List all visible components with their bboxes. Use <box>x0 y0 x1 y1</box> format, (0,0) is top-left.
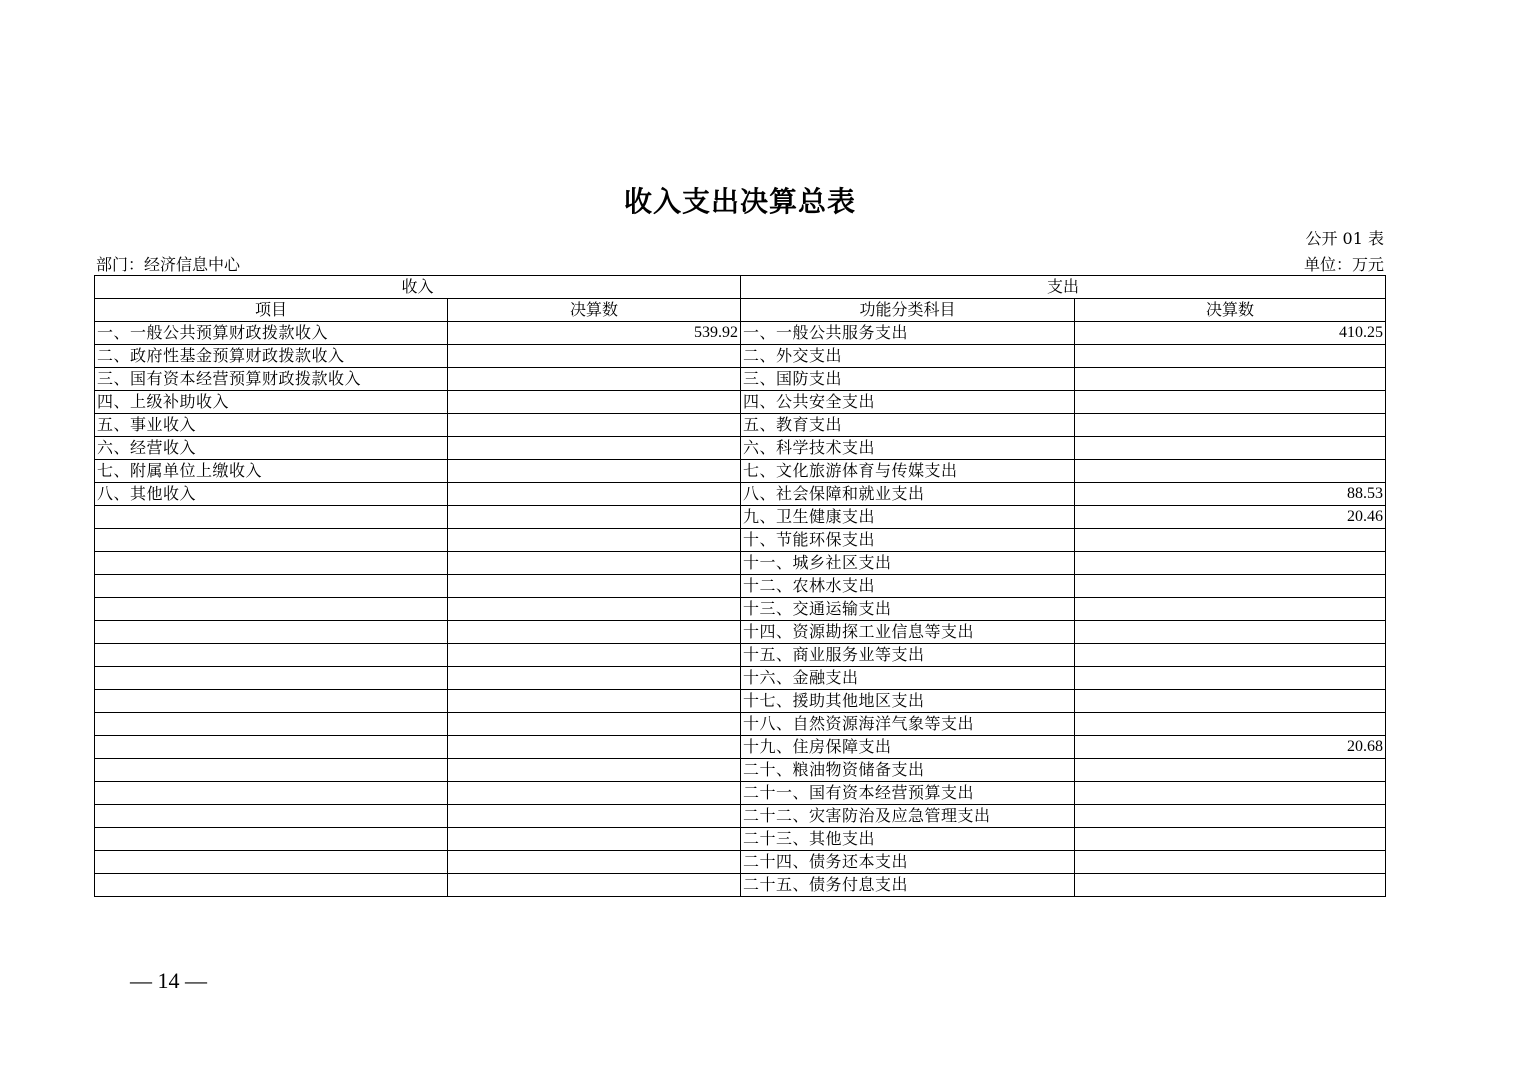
income-item-cell <box>95 782 448 805</box>
table-row <box>95 805 1386 828</box>
expense-item-cell: 十、节能环保支出 <box>741 529 1075 552</box>
expense-item-header: 功能分类科目 <box>741 299 1075 322</box>
income-item-cell: 八、其他收入 <box>95 483 448 506</box>
table-row <box>95 713 1386 736</box>
table-body <box>95 322 1386 897</box>
table-row <box>95 782 1386 805</box>
expense-item-cell: 十九、住房保障支出 <box>741 736 1075 759</box>
income-amount-cell <box>448 667 741 690</box>
expense-item-cell: 二十四、债务还本支出 <box>741 851 1075 874</box>
income-amount-cell <box>448 437 741 460</box>
department-label: 部门：经济信息中心 <box>96 255 241 274</box>
expense-amount-cell <box>1075 368 1386 391</box>
expense-item-cell: 十六、金融支出 <box>741 667 1075 690</box>
income-item-cell <box>95 644 448 667</box>
expense-amount-cell <box>1075 874 1386 897</box>
income-item-cell: 一、一般公共预算财政拨款收入 <box>95 322 448 345</box>
income-amount-cell <box>448 805 741 828</box>
expense-amount-cell <box>1075 598 1386 621</box>
page-number: — 14 — <box>130 968 207 993</box>
table-row <box>95 690 1386 713</box>
expense-item-cell: 六、科学技术支出 <box>741 437 1075 460</box>
income-item-cell: 四、上级补助收入 <box>95 391 448 414</box>
income-item-cell <box>95 529 448 552</box>
expense-group-header: 支出 <box>741 276 1386 299</box>
income-amount-cell <box>448 621 741 644</box>
income-item-cell <box>95 552 448 575</box>
table-row <box>95 851 1386 874</box>
income-item-cell <box>95 667 448 690</box>
header-group-row <box>95 276 1386 299</box>
table-row <box>95 506 1386 529</box>
expense-amount-cell <box>1075 851 1386 874</box>
income-amount-cell: 539.92 <box>448 322 741 345</box>
income-item-cell: 二、政府性基金预算财政拨款收入 <box>95 345 448 368</box>
income-item-cell <box>95 575 448 598</box>
expense-item-cell: 十八、自然资源海洋气象等支出 <box>741 713 1075 736</box>
table-row <box>95 345 1386 368</box>
table-row <box>95 322 1386 345</box>
expense-amount-cell: 88.53 <box>1075 483 1386 506</box>
income-amount-cell <box>448 851 741 874</box>
income-amount-cell <box>448 575 741 598</box>
table-row <box>95 529 1386 552</box>
expense-amount-cell <box>1075 759 1386 782</box>
income-item-cell <box>95 851 448 874</box>
expense-item-cell: 十二、农林水支出 <box>741 575 1075 598</box>
table-row <box>95 644 1386 667</box>
expense-item-cell: 九、卫生健康支出 <box>741 506 1075 529</box>
income-amount-cell <box>448 529 741 552</box>
expense-item-cell: 二十一、国有资本经营预算支出 <box>741 782 1075 805</box>
expense-amount-cell: 20.68 <box>1075 736 1386 759</box>
expense-item-cell: 二十五、债务付息支出 <box>741 874 1075 897</box>
income-amount-header: 决算数 <box>448 299 741 322</box>
expense-item-cell: 二十二、灾害防治及应急管理支出 <box>741 805 1075 828</box>
expense-amount-cell <box>1075 644 1386 667</box>
table-row <box>95 414 1386 437</box>
income-amount-cell <box>448 828 741 851</box>
expense-item-cell: 七、文化旅游体育与传媒支出 <box>741 460 1075 483</box>
income-amount-cell <box>448 644 741 667</box>
income-item-cell <box>95 805 448 828</box>
income-amount-cell <box>448 460 741 483</box>
expense-item-cell: 二十、粮油物资储备支出 <box>741 759 1075 782</box>
income-group-header: 收入 <box>95 276 741 299</box>
income-amount-cell <box>448 759 741 782</box>
income-amount-cell <box>448 690 741 713</box>
income-item-cell: 三、国有资本经营预算财政拨款收入 <box>95 368 448 391</box>
table-row <box>95 368 1386 391</box>
expense-amount-cell: 410.25 <box>1075 322 1386 345</box>
expense-item-cell: 三、国防支出 <box>741 368 1075 391</box>
income-amount-cell <box>448 552 741 575</box>
expense-amount-cell <box>1075 460 1386 483</box>
income-item-cell <box>95 598 448 621</box>
table-row <box>95 483 1386 506</box>
unit-label: 单位：万元 <box>1303 255 1384 274</box>
income-item-cell <box>95 690 448 713</box>
table-row <box>95 874 1386 897</box>
table-row <box>95 828 1386 851</box>
income-amount-cell <box>448 414 741 437</box>
expense-item-cell: 十三、交通运输支出 <box>741 598 1075 621</box>
expense-item-cell: 四、公共安全支出 <box>741 391 1075 414</box>
income-amount-cell <box>448 782 741 805</box>
expense-amount-cell <box>1075 529 1386 552</box>
income-item-cell <box>95 828 448 851</box>
table-row <box>95 437 1386 460</box>
expense-item-cell: 二十三、其他支出 <box>741 828 1075 851</box>
income-amount-cell <box>448 506 741 529</box>
income-item-cell <box>95 621 448 644</box>
page-title: 收入支出决算总表 <box>623 185 856 218</box>
income-item-cell: 七、附属单位上缴收入 <box>95 460 448 483</box>
expense-amount-cell <box>1075 414 1386 437</box>
table-row <box>95 391 1386 414</box>
expense-item-cell: 二、外交支出 <box>741 345 1075 368</box>
income-amount-cell <box>448 874 741 897</box>
expense-amount-cell <box>1075 782 1386 805</box>
header-column-row <box>95 299 1386 322</box>
income-item-cell <box>95 506 448 529</box>
expense-item-cell: 十四、资源勘探工业信息等支出 <box>741 621 1075 644</box>
expense-amount-cell: 20.46 <box>1075 506 1386 529</box>
expense-amount-cell <box>1075 690 1386 713</box>
income-amount-cell <box>448 368 741 391</box>
income-item-cell <box>95 713 448 736</box>
table-row <box>95 575 1386 598</box>
income-amount-cell <box>448 736 741 759</box>
expense-amount-cell <box>1075 667 1386 690</box>
table-row <box>95 460 1386 483</box>
expense-item-cell: 五、教育支出 <box>741 414 1075 437</box>
income-item-cell: 六、经营收入 <box>95 437 448 460</box>
expense-amount-header: 决算数 <box>1075 299 1386 322</box>
income-amount-cell <box>448 391 741 414</box>
income-amount-cell <box>448 345 741 368</box>
expense-amount-cell <box>1075 552 1386 575</box>
expense-amount-cell <box>1075 391 1386 414</box>
table-row <box>95 552 1386 575</box>
table-row <box>95 621 1386 644</box>
expense-amount-cell <box>1075 828 1386 851</box>
expense-item-cell: 一、一般公共服务支出 <box>741 322 1075 345</box>
expense-amount-cell <box>1075 621 1386 644</box>
income-item-header: 项目 <box>95 299 448 322</box>
expense-item-cell: 八、社会保障和就业支出 <box>741 483 1075 506</box>
income-amount-cell <box>448 598 741 621</box>
expense-amount-cell <box>1075 575 1386 598</box>
expense-amount-cell <box>1075 713 1386 736</box>
expense-item-cell: 十一、城乡社区支出 <box>741 552 1075 575</box>
income-item-cell <box>95 874 448 897</box>
income-amount-cell <box>448 483 741 506</box>
budget-table <box>94 275 1386 897</box>
table-row <box>95 759 1386 782</box>
income-item-cell <box>95 736 448 759</box>
table-row <box>95 736 1386 759</box>
table-row <box>95 598 1386 621</box>
expense-item-cell: 十七、援助其他地区支出 <box>741 690 1075 713</box>
expense-amount-cell <box>1075 805 1386 828</box>
income-item-cell: 五、事业收入 <box>95 414 448 437</box>
expense-amount-cell <box>1075 437 1386 460</box>
table-header <box>95 276 1386 322</box>
income-amount-cell <box>448 713 741 736</box>
form-number: 公开 01 表 <box>1305 229 1384 248</box>
expense-amount-cell <box>1075 345 1386 368</box>
income-item-cell <box>95 759 448 782</box>
table-row <box>95 667 1386 690</box>
expense-item-cell: 十五、商业服务业等支出 <box>741 644 1075 667</box>
